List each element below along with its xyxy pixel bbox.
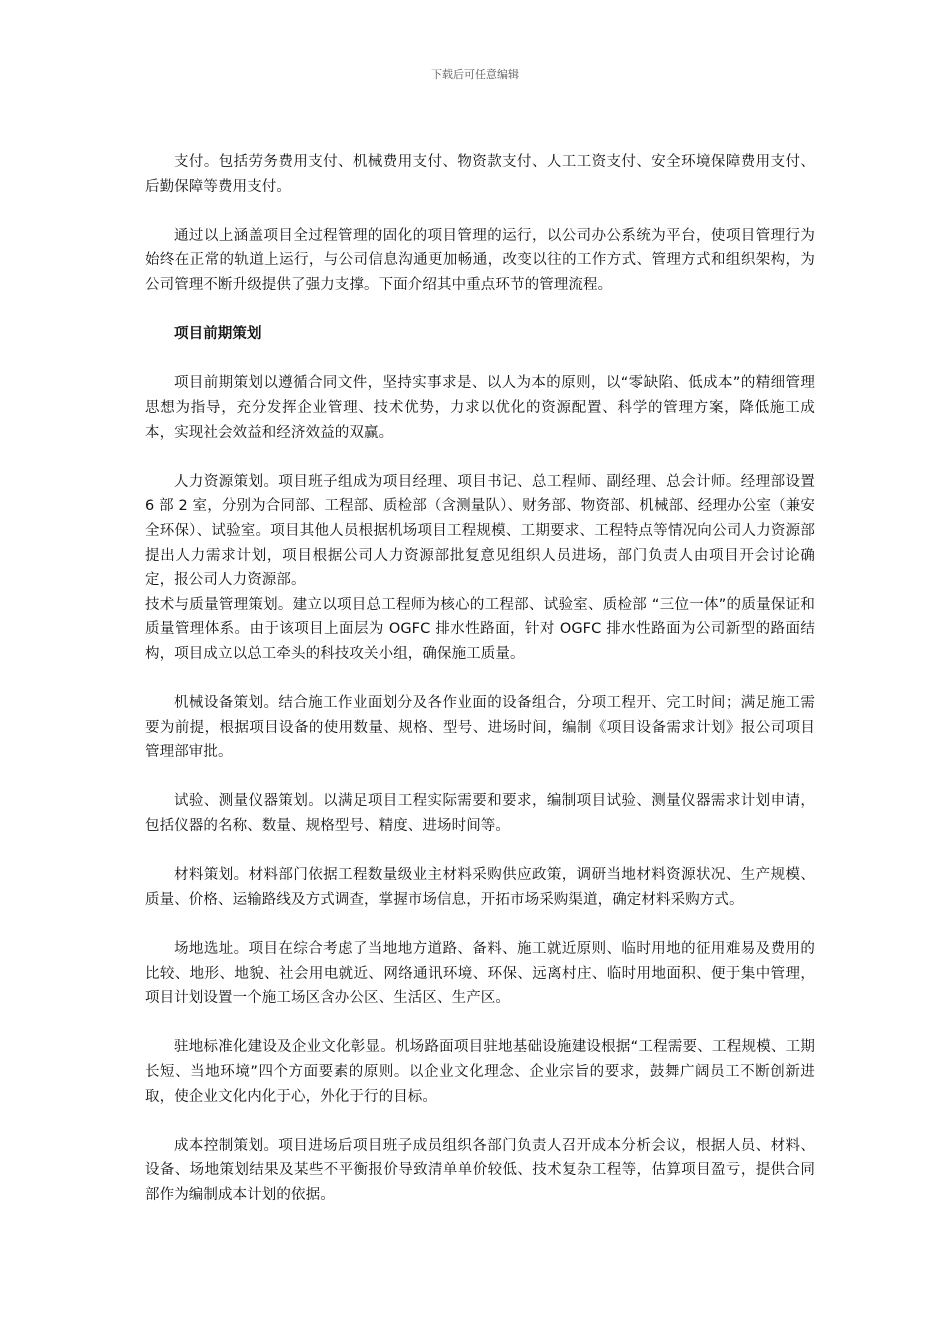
- paragraph-site-standardization: 驻地标准化建设及企业文化彰显。机场路面项目驻地基础设施建设根据“工程需要、工程规模、工期长短、当地环境”四个方面要素的原则。以企业文化理念、企业宗旨的要求，鼓舞广阔员工不断创新进取，使企业文化内化于心，外化于行的目标。: [145, 1039, 815, 1105]
- paragraph-hr-planning: 人力资源策划。项目班子组成为项目经理、项目书记、总工程师、副经理、总会计师。经理部设置 6 部 2 室，分别为合同部、工程部、质检部（含测量队）、财务部、物资部、机械部、经理办公室（兼安全环保）、试验室。项目其他人员根据机场项目工程规模、工期要求、工程特点等情况向公司人力资源部提出人力需求计划，项目根据公司人力资源部批复意见组织人员进场，部门负责人由项目开会讨论确定，报公司人力资源部。: [145, 473, 815, 589]
- paragraph-material-planning: 材料策划。材料部门依据工程数量级业主材料采购供应政策，调研当地材料资源状况、生产规模、质量、价格、运输路线及方式调查，掌握市场信息，开拓市场采购渠道，确定材料采购方式。: [145, 867, 815, 908]
- paragraph-planning-intro: 项目前期策划以遵循合同文件，坚持实事求是、以人为本的原则，以“零缺陷、低成本”的精细管理思想为指导，充分发挥企业管理、技术优势，力求以优化的资源配置、科学的管理方案，降低施工成本，实现社会效益和经济效益的双赢。: [145, 375, 815, 441]
- paragraph-quality-planning: 技术与质量管理策划。建立以项目总工程师为核心的工程部、试验室、质检部 “三位一体”的质量保证和质量管理体系。由于该项目上面层为 OGFC 排水性路面，针对 OGFC 排水性路面为公司新型的路面结构，项目成立以总工牵头的科技攻关小组，确保施工质量。: [145, 596, 815, 662]
- paragraph-site-selection: 场地选址。项目在综合考虑了当地地方道路、备料、施工就近原则、临时用地的征用难易及费用的比较、地形、地貌、社会用电就近、网络通讯环境、环保、远离村庄、临时用地面积、便于集中管理，项目计划设置一个施工场区含办公区、生活区、生产区。: [145, 941, 815, 1007]
- paragraph-payment: 支付。包括劳务费用支付、机械费用支付、物资款支付、人工工资支付、安全环境保障费用支付、后勤保障等费用支付。: [145, 154, 815, 195]
- page-header: 下载后可任意编辑: [431, 68, 519, 81]
- section-heading: 项目前期策划: [174, 326, 262, 343]
- paragraph-cost-control: 成本控制策划。项目进场后项目班子成员组织各部门负责人召开成本分析会议，根据人员、材料、设备、场地策划结果及某些不平衡报价导致清单单价较低、技术复杂工程等，估算项目盈亏，提供合同部作为编制成本计划的依据。: [145, 1137, 815, 1203]
- paragraph-management-overview: 通过以上涵盖项目全过程管理的固化的项目管理的运行，以公司办公系统为平台，使项目管理行为始终在正常的轨道上运行，与公司信息沟通更加畅通，改变以往的工作方式、管理方式和组织架构，为公司管理不断升级提供了强力支撑。下面介绍其中重点环节的管理流程。: [145, 227, 815, 293]
- paragraph-equipment-planning: 机械设备策划。结合施工作业面划分及各作业面的设备组合，分项工程开、完工时间；满足施工需要为前提，根据项目设备的使用数量、规格、型号、进场时间，编制《项目设备需求计划》报公司项目管理部审批。: [145, 695, 815, 761]
- document-body: [145, 150, 815, 1208]
- paragraph-instrument-planning: 试验、测量仪器策划。以满足项目工程实际需要和要求，编制项目试验、测量仪器需求计划申请，包括仪器的名称、数量、规格型号、精度、进场时间等。: [145, 793, 815, 835]
